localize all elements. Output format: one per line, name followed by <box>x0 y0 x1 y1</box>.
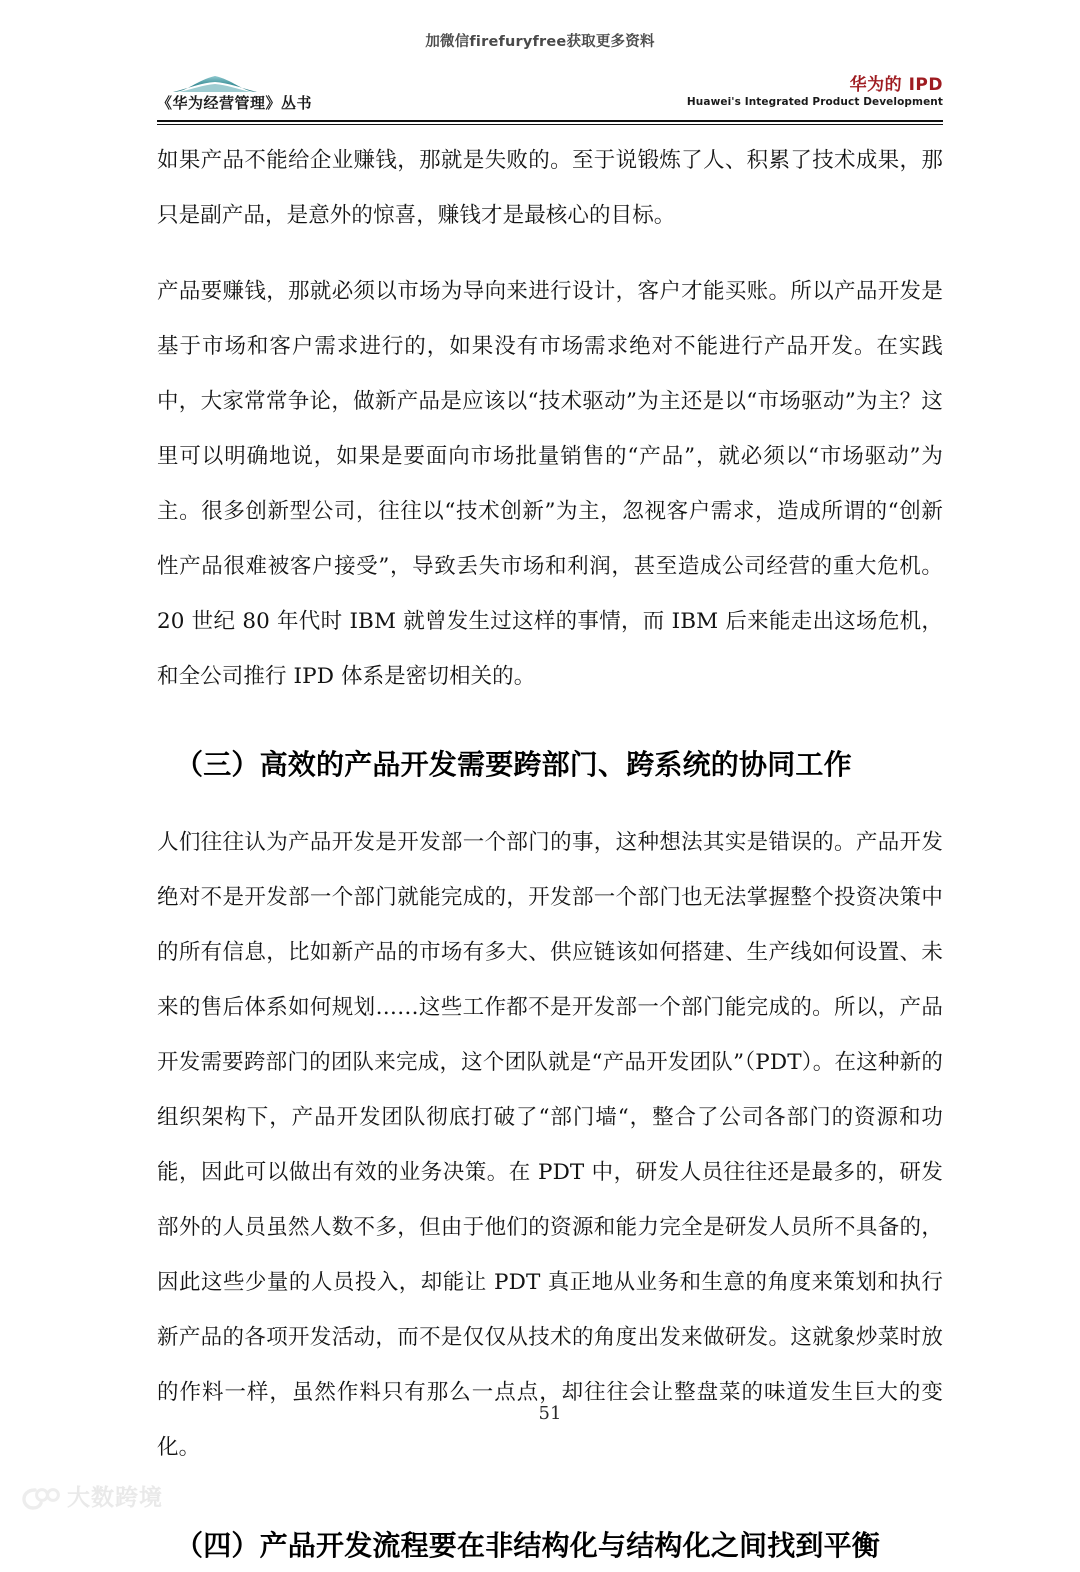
circles-logo-icon <box>22 1485 60 1511</box>
running-header <box>157 74 943 120</box>
page-number: 51 <box>538 1403 562 1424</box>
header-right-block <box>687 75 943 109</box>
header-divider <box>157 120 943 125</box>
body-paragraph: 人们往往认为产品开发是开发部一个部门的事，这种想法其实是错误的。产品开发绝对不是开发部一个部门就能完成的，开发部一个部门也无法掌握整个投资决策中的所有信息，比如新产品的市场有多大、供应链该如何搭建、生产线如何设置、未来的售后体系如何规划……这些工作都不是开发部一个部门能完成的。所以，产品开发需要跨部门的团队来完成，这个团队就是“产品开发团队”（PDT）。在这种新的组织架构下，产品开发团队彻底打破了“部门墙“，整合了公司各部门的资源和功能，因此可以做出有效的业务决策。在 PDT 中，研发人员往往还是最多的，研发部外的人员虽然人数不多，但由于他们的资源和能力完全是研发人员所不具备的，因此这些少量的人员投入，却能让 PDT 真正地从业务和生意的角度来策划和执行新产品的各项开发活动，而不是仅仅从技术的角度出发来做研发。这就象炒菜时放的作料一样，虽然作料只有那么一点点，却往往会让整盘菜的味道发生巨大的变化。 <box>157 830 943 1460</box>
header-divider-thin-line <box>157 124 943 125</box>
body-paragraph: 产品要赚钱，那就必须以市场为导向来进行设计，客户才能买账。所以产品开发是基于市场和客户需求进行的，如果没有市场需求绝对不能进行产品开发。在实践中，大家常常争论，做新产品是应该以“技术驱动”为主还是以“市场驱动”为主？这里可以明确地说，如果是要面向市场批量销售的“产品”，就必须以“市场驱动”为主。很多创新型公司，往往以“技术创新”为主，忽视客户需求，造成所谓的“创新性产品很难被客户接受”，导致丢失市场和利润，甚至造成公司经营的重大危机。20 世纪 80 年代时 IBM 就曾发生过这样的事情，而 IBM 后来能走出这场危机，和全公司推行 IPD 体系是密切相关的。 <box>157 279 943 689</box>
mountain-arc-logo-icon <box>171 74 259 93</box>
bottom-watermark-label: 大数跨境 <box>67 1485 163 1511</box>
book-title-cn: 华为的 IPD <box>849 75 943 95</box>
top-watermark: 加微信firefuryfree获取更多资料 <box>425 34 655 50</box>
header-left-block <box>157 74 487 112</box>
section-heading-three: （三）高效的产品开发需要跨部门、跨系统的协同工作 <box>175 748 852 781</box>
document-page <box>157 0 943 1562</box>
book-title-en: Huawei's Integrated Product Development <box>686 96 943 108</box>
bottom-watermark <box>22 1485 163 1511</box>
section-heading-four: （四）产品开发流程要在非结构化与结构化之间找到平衡 <box>175 1529 881 1562</box>
body-paragraph: 如果产品不能给企业赚钱，那就是失败的。至于说锻炼了人、积累了技术成果，那只是副产品，是意外的惊喜，赚钱才是最核心的目标。 <box>157 148 943 228</box>
page-content <box>157 133 943 1572</box>
series-title: 《华为经营管理》丛书 <box>157 94 313 112</box>
